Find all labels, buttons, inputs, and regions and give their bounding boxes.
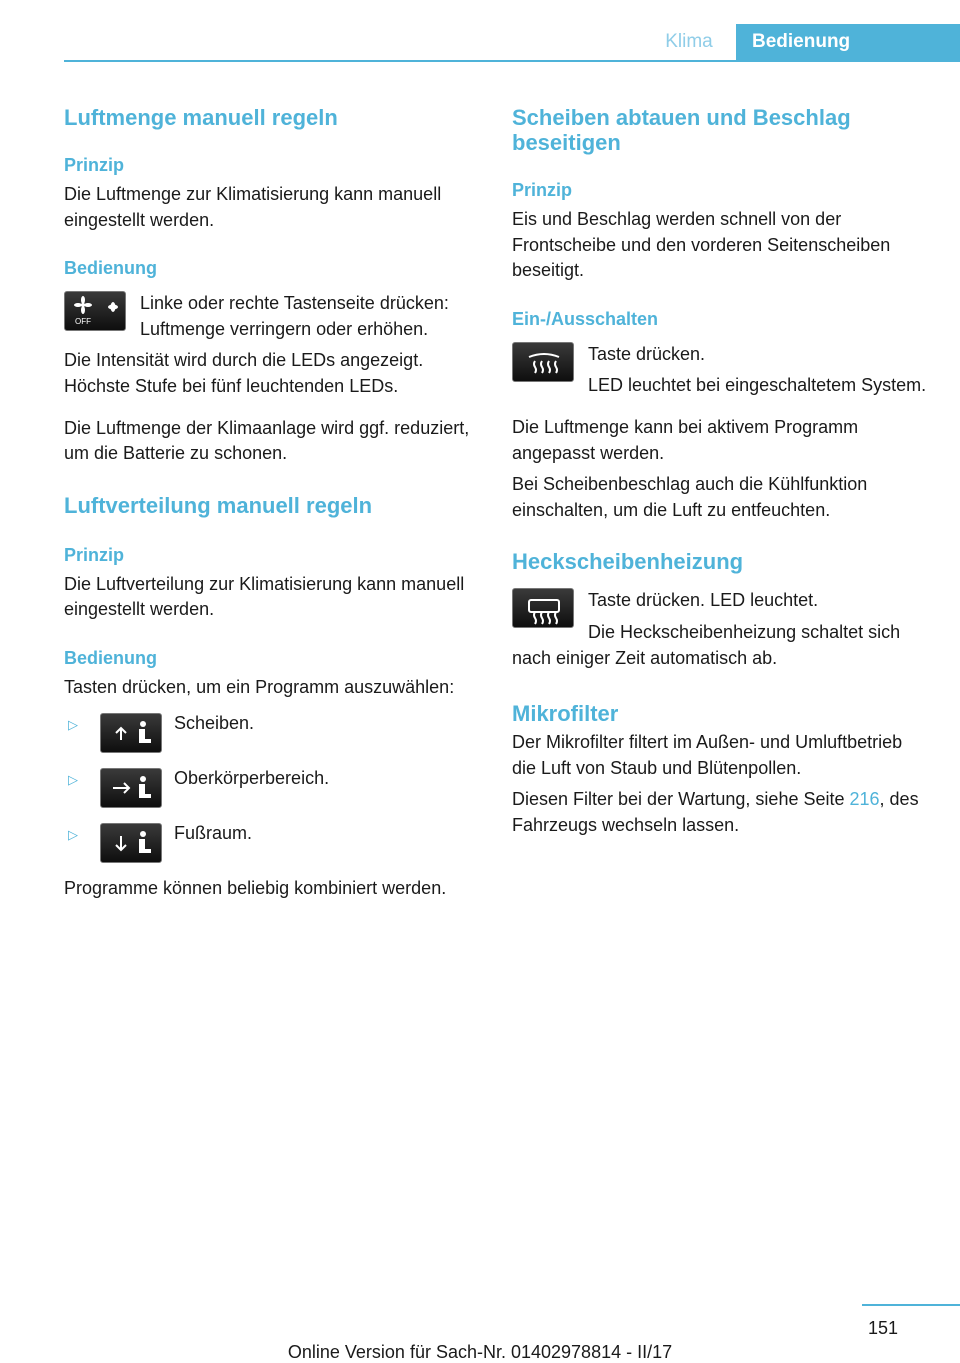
bullet-triangle-icon: ▷ [68,826,78,842]
paragraph: Bei Scheibenbeschlag auch die Kühlfunktion einschalten, um die Luft zu entfeuchten. [512,474,868,520]
subheading-bedienung: Bedienung [64,258,157,279]
list-item-label: Oberkörperbereich. [174,767,330,788]
upper-body-airflow-icon [100,768,162,808]
paragraph: Linke oder rechte Tastenseite drücken: Luftmenge verringern oder erhöhen. [140,293,449,339]
subheading-prinzip: Prinzip [64,155,125,175]
page-reference-link[interactable]: 216 [849,789,880,810]
paragraph: Programme können beliebig kombiniert werden. [64,877,447,898]
windshield-airflow-icon [100,713,162,753]
paragraph: Die Heckscheibenheizung schaltet sich nach einiger Zeit automatisch ab. [512,621,901,668]
subheading-prinzip: Prinzip [64,544,125,565]
bullet-triangle-icon: ▷ [68,771,78,787]
footer-rule [862,1304,960,1306]
list-item-label: Fußraum. [174,822,253,843]
paragraph: LED leuchtet bei eingeschaltetem System. [588,375,927,396]
text-run: Diesen Filter bei der Wartung, siehe Seite [512,789,850,810]
left-column [64,100,480,901]
paragraph: Tasten drücken, um ein Programm auszuwählen: [64,676,455,697]
footer-text: Online Version für Sach-Nr. 01402978814 - II/17 [287,1342,673,1362]
windshield-defrost-icon [512,342,574,382]
section-title-mikrofilter: Mikrofilter [512,701,619,727]
paragraph: Der Mikrofilter filtert im Außen- und Umluftbetrieb die Luft von Staub und Blütenpollen. [512,732,903,778]
section-title-luftmenge: Luftmenge manuell regeln [64,105,338,130]
paragraph: Die Luftverteilung zur Klimatisierung kann manuell eingestellt werden. [64,573,465,620]
paragraph: Die Intensität wird durch die LEDs angezeigt. Höchste Stufe bei fünf leuchtenden LEDs. [64,350,424,396]
paragraph: Taste drücken. LED leuchtet. [588,590,819,611]
bullet-triangle-icon: ▷ [68,716,78,732]
list-item [64,768,480,810]
fan-off-label: OFF [75,317,91,327]
paragraph [512,787,928,838]
subheading-bedienung: Bedienung [64,647,157,668]
paragraph: Die Luftmenge zur Klimatisierung kann manuell eingestellt werden. [64,184,442,230]
paragraph: Taste drücken. [588,343,706,364]
header-section-label: Klima [665,31,713,52]
list-item-label: Scheiben. [174,712,255,733]
subheading-ein-ausschalten: Ein-/Ausschalten [512,308,659,329]
page-number: 151 [867,1318,898,1338]
section-title-scheiben-abtauen: Scheiben abtauen und Beschlag beseitigen [512,105,851,155]
fan-speed-button-icon [64,291,126,331]
text-run: , des Fahrzeugs wechseln lassen. [512,789,919,835]
header-tab: Bedienung [736,24,960,60]
subheading-prinzip: Prinzip [512,180,573,200]
header-rule [64,60,960,62]
list-item [64,713,480,755]
paragraph: Die Luftmenge der Klimaanlage wird ggf. reduziert, um die Batterie zu schonen. [64,417,470,464]
paragraph: Eis und Beschlag werden schnell von der Frontscheibe und den vorderen Seitenscheiben beseitigt. [512,209,891,281]
footwell-airflow-icon [100,823,162,863]
section-title-luftverteilung: Luftverteilung manuell regeln [64,492,373,518]
paragraph: Die Luftmenge kann bei aktivem Programm angepasst werden. [512,416,859,463]
program-list [64,713,480,865]
rear-window-heating-icon [512,588,574,628]
list-item [64,823,480,865]
section-title-heckscheibenheizung: Heckscheibenheizung [512,549,744,575]
right-column [512,100,928,839]
